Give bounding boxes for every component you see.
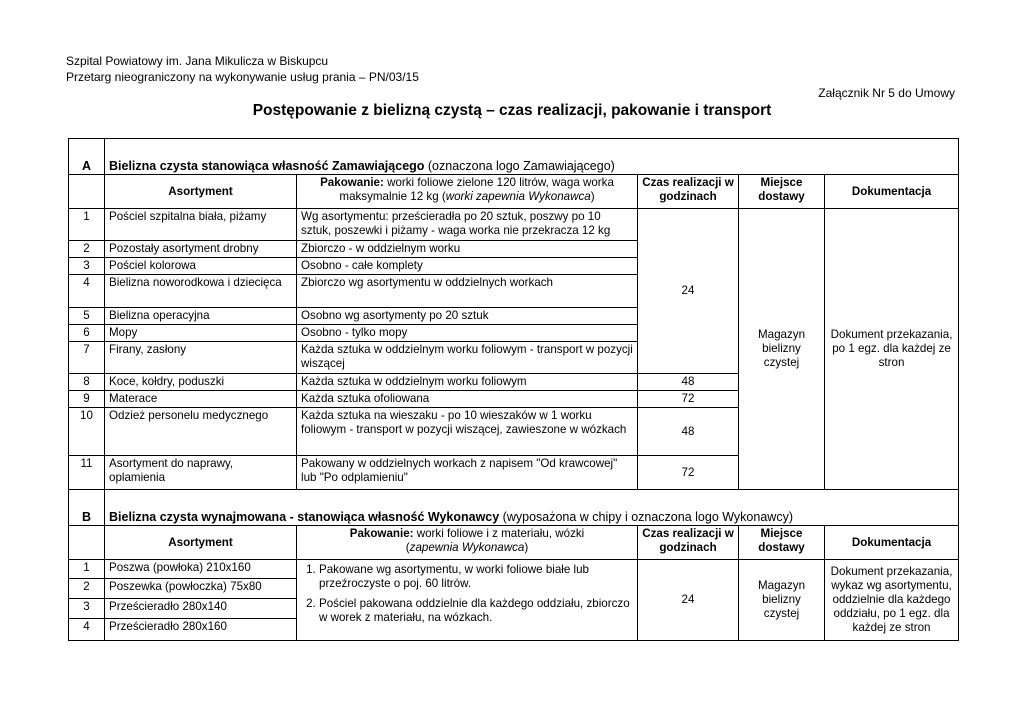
hospital-name: Szpital Powiatowy im. Jana Mikulicza w Biskupcu [66,54,329,68]
section-a-header [69,139,959,175]
col-dokumentacja-b: Dokumentacja [825,526,959,560]
section-b-letter: B [69,490,105,526]
col-miejsce: Miejsce dostawy [739,175,825,209]
section-b-title: Bielizna czysta wynajmowana - stanowiąca własność Wykonawcy (wyposażona w chipy i oznaczona logo Wykonawcy) [105,490,959,526]
section-a-columns [69,175,959,209]
col-pakowanie: Pakowanie: worki foliowe zielone 120 litrów, waga worka maksymalnie 12 kg (worki zapewnia Wykonawca) [297,175,638,209]
time-rows-1-7: 24 [638,209,739,374]
table-row: 1 Pościel szpitalna biała, piżamy Wg asortymentu: prześcieradła po 20 sztuk, poszwy po 10 sztuk, poszewki i piżamy - waga worka nie przekracza 12 kg 24 Magazyn bielizny czystej Dokument przekazania, po 1 egz. dla każdej ze stron [69,209,959,241]
delivery-table [68,138,959,641]
page-title: Postępowanie z bielizną czystą – czas realizacji, pakowanie i transport [252,102,772,119]
col-asortyment: Asortyment [105,175,297,209]
col-czas: Czas realizacji w godzinach [638,175,739,209]
table-row: 1 Poszwa (powłoka) 210x160 1. Pakowane wg asortymentu, w worki foliowe białe lub przeźroczyste o poj. 60 litrów. 2. Pościel pakowana oddzielnie dla każdego oddziału, zbiorczo w worek z materiału, na wózkach. 24 Magazyn bielizny czystej Dokument przekazania, wykaz wg asortymentu, oddzielnie dla każdego oddziału, po 1 egz. dla każdej ze stron [69,560,959,579]
table-row: 8 Koce, kołdry, poduszki Każda sztuka w oddzielnym worku foliowym 48 [69,374,959,391]
table-row: 11 Asortyment do naprawy, oplamienia Pakowany w oddzielnych workach z napisem "Od krawcowej" lub "Po odplamieniu" 72 [69,456,959,490]
section-b-columns [69,526,959,560]
section-a-title: Bielizna czysta stanowiąca własność Zamawiającego (oznaczona logo Zamawiającego) [105,139,959,175]
list-item: 2. Pościel pakowana oddzielnie dla każdego oddziału, zbiorczo w worek z materiału, na wózkach. [319,597,633,625]
table-row: 7 Firany, zasłony Każda sztuka w oddzielnym worku foliowym - transport w pozycji wiszącej [69,342,959,374]
col-dokumentacja: Dokumentacja [825,175,959,209]
table-row: 2 Pozostały asortyment drobny Zbiorczo - w oddzielnym worku [69,241,959,258]
delivery-place-b: Magazyn bielizny czystej [739,560,825,641]
section-b-header [69,490,959,526]
table-row: 10 Odzież personelu medycznego Każda sztuka na wieszaku - po 10 wieszaków w 1 worku foliowym - transport w pozycji wiszącej, zawieszone w wózkach 48 [69,408,959,456]
tender-reference: Przetarg nieograniczony na wykonywanie usług prania – PN/03/15 [66,70,419,84]
list-item: 1. Pakowane wg asortymentu, w worki foliowe białe lub przeźroczyste o poj. 60 litrów. [319,563,633,591]
delivery-place-a: Magazyn bielizny czystej [739,209,825,490]
col-czas-b: Czas realizacji w godzinach [638,526,739,560]
annex-label: Załącznik Nr 5 do Umowy [818,86,955,100]
col-pakowanie-b: Pakowanie: worki foliowe i z materiału, wózki (zapewnia Wykonawca) [297,526,638,560]
table-row: 4 Prześcieradło 280x160 [69,619,959,641]
table-row: 4 Bielizna noworodkowa i dziecięca Zbiorczo wg asortymentu w oddzielnych workach [69,275,959,308]
time-b: 24 [638,560,739,641]
documentation-a: Dokument przekazania, po 1 egz. dla każdej ze stron [825,209,959,490]
table-row: 2 Poszewka (powłoczka) 75x80 [69,579,959,599]
table-row: 5 Bielizna operacyjna Osobno wg asortymenty po 20 sztuk [69,308,959,325]
col-asortyment-b: Asortyment [105,526,297,560]
documentation-b: Dokument przekazania, wykaz wg asortymentu, oddzielnie dla każdego oddziału, po 1 egz. dla każdej ze stron [825,560,959,641]
table-row: 6 Mopy Osobno - tylko mopy [69,325,959,342]
table-row: 9 Materace Każda sztuka ofoliowana 72 [69,391,959,408]
pack-instructions-b [297,560,638,641]
section-a-letter: A [69,139,105,175]
col-miejsce-b: Miejsce dostawy [739,526,825,560]
table-row: 3 Pościel kolorowa Osobno - całe komplety [69,258,959,275]
table-row: 3 Prześcieradło 280x140 [69,599,959,619]
